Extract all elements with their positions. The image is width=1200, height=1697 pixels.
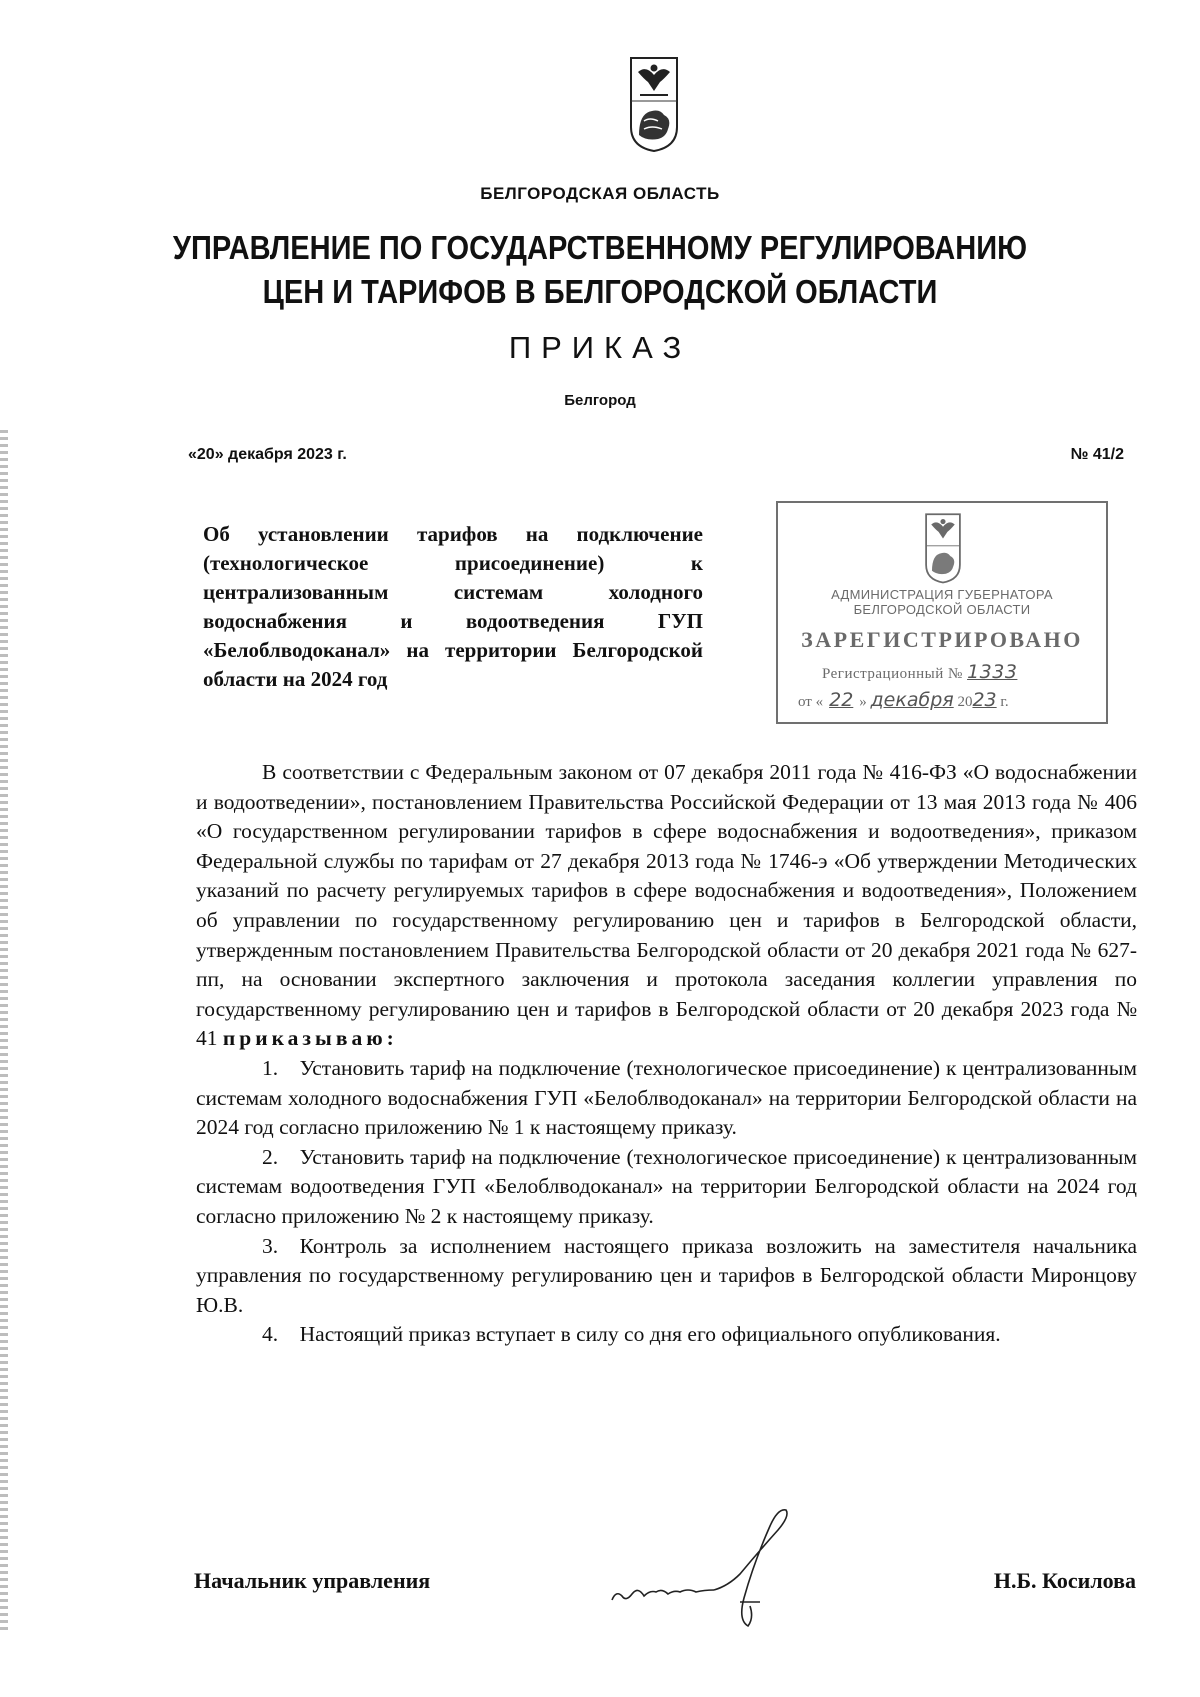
stamp-date-line [798, 689, 1009, 711]
agency-name [72, 226, 1128, 314]
region-name: БЕЛГОРОДСКАЯ ОБЛАСТЬ [480, 184, 720, 203]
document-body [196, 758, 1137, 1350]
stamp-organization-line-2: БЕЛГОРОДСКОЙ ОБЛАСТИ [853, 602, 1031, 617]
preamble-text: В соответствии с Федеральным законом от 07 декабря 2011 года № 416-ФЗ «О водоснабжении и водоотведении», постановлением Правительства Российской Федерации от 13 мая 2013 года № 406 «О государственном регулировании тарифов в сфере водоснабжения и водоотведения», приказом Федеральной службы по тарифам от 27 декабря 2013 года № 1746-э «Об утверждении Методических указаний по расчету регулируемых тарифов в сфере водоснабжения и водоотведения», Положением об управлении по государственному регулированию цен и тарифов в Белгородской области, утвержденным постановлением Правительства Белгородской области от 20 декабря 2021 года № 627-пп, на основании экспертного заключения и протокола заседания коллегии управления по государственному регулированию цен и тарифов в Белгородской области от 20 декабря 2023 года № 41 [196, 760, 1137, 1051]
stamp-registration-number: 1333 [967, 661, 1018, 683]
stamp-status: ЗАРЕГИСТРИРОВАНО [801, 627, 1083, 652]
document-date: «20» декабря 2023 г. [188, 446, 347, 463]
document-subject: Об установлении тарифов на подключение (технологическое присоединение) к централизованным системам холодного водоснабжения и водоотведения ГУП «Белоблводоканал» на территории Белгородской области на 2024 год [203, 522, 703, 691]
signatory-title: Начальник управления [194, 1568, 431, 1593]
order-item-2: 2. Установить тариф на подключение (технологическое присоединение) к централизованным системам водоотведения ГУП «Белоблводоканал» на территории Белгородской области на 2024 год согласно приложению № 2 к настоящему приказу. [196, 1144, 1137, 1228]
stamp-date-month: декабря [870, 689, 954, 711]
document-number: № 41/2 [1070, 446, 1124, 463]
stamp-date-mid: » [859, 694, 867, 710]
order-item-3: 3. Контроль за исполнением настоящего приказа возложить на заместителя начальника управления по государственному регулированию цен и тарифов в Белгородской области Миронцову Ю.В. [196, 1233, 1137, 1317]
coat-of-arms-icon [628, 55, 680, 153]
agency-name-line-2: ЦЕН И ТАРИФОВ В БЕЛГОРОДСКОЙ ОБЛАСТИ [262, 273, 938, 310]
agency-name-line-1: УПРАВЛЕНИЕ ПО ГОСУДАРСТВЕННОМУ РЕГУЛИРОВАНИЮ [172, 229, 1028, 266]
signatory-name: Н.Б. Косилова [993, 1568, 1136, 1593]
order-item-4: 4. Настоящий приказ вступает в силу со дня его официального опубликования. [262, 1322, 1001, 1347]
stamp-registration-line [822, 661, 1017, 683]
order-item-1: 1. Установить тариф на подключение (технологическое присоединение) к централизованным системам холодного водоснабжения ГУП «Белоблводоканал» на территории Белгородской области на 2024 год согласно приложению № 1 к настоящему приказу. [196, 1055, 1137, 1140]
stamp-organization [778, 587, 1106, 617]
document-type: ПРИКАЗ [508, 330, 692, 365]
order-word: приказываю: [222, 1026, 398, 1051]
stamp-date-prefix: от « [798, 694, 824, 710]
stamp-organization-line-1: АДМИНИСТРАЦИЯ ГУБЕРНАТОРА [831, 587, 1053, 602]
stamp-registration-label: Регистрационный № [822, 666, 963, 682]
handwritten-signature-icon [610, 1490, 830, 1650]
stamp-year-end: г. [1000, 694, 1009, 710]
city-name: Белгород [564, 392, 636, 409]
registration-stamp [776, 501, 1108, 724]
scan-edge-artifact [0, 430, 8, 1630]
stamp-year-prefix: 20 [957, 694, 973, 710]
stamp-year-suffix: 23 [972, 689, 997, 711]
preamble-paragraph [196, 758, 1137, 1054]
stamp-coat-of-arms-icon [923, 512, 963, 584]
stamp-date-day: 22 [829, 689, 854, 711]
